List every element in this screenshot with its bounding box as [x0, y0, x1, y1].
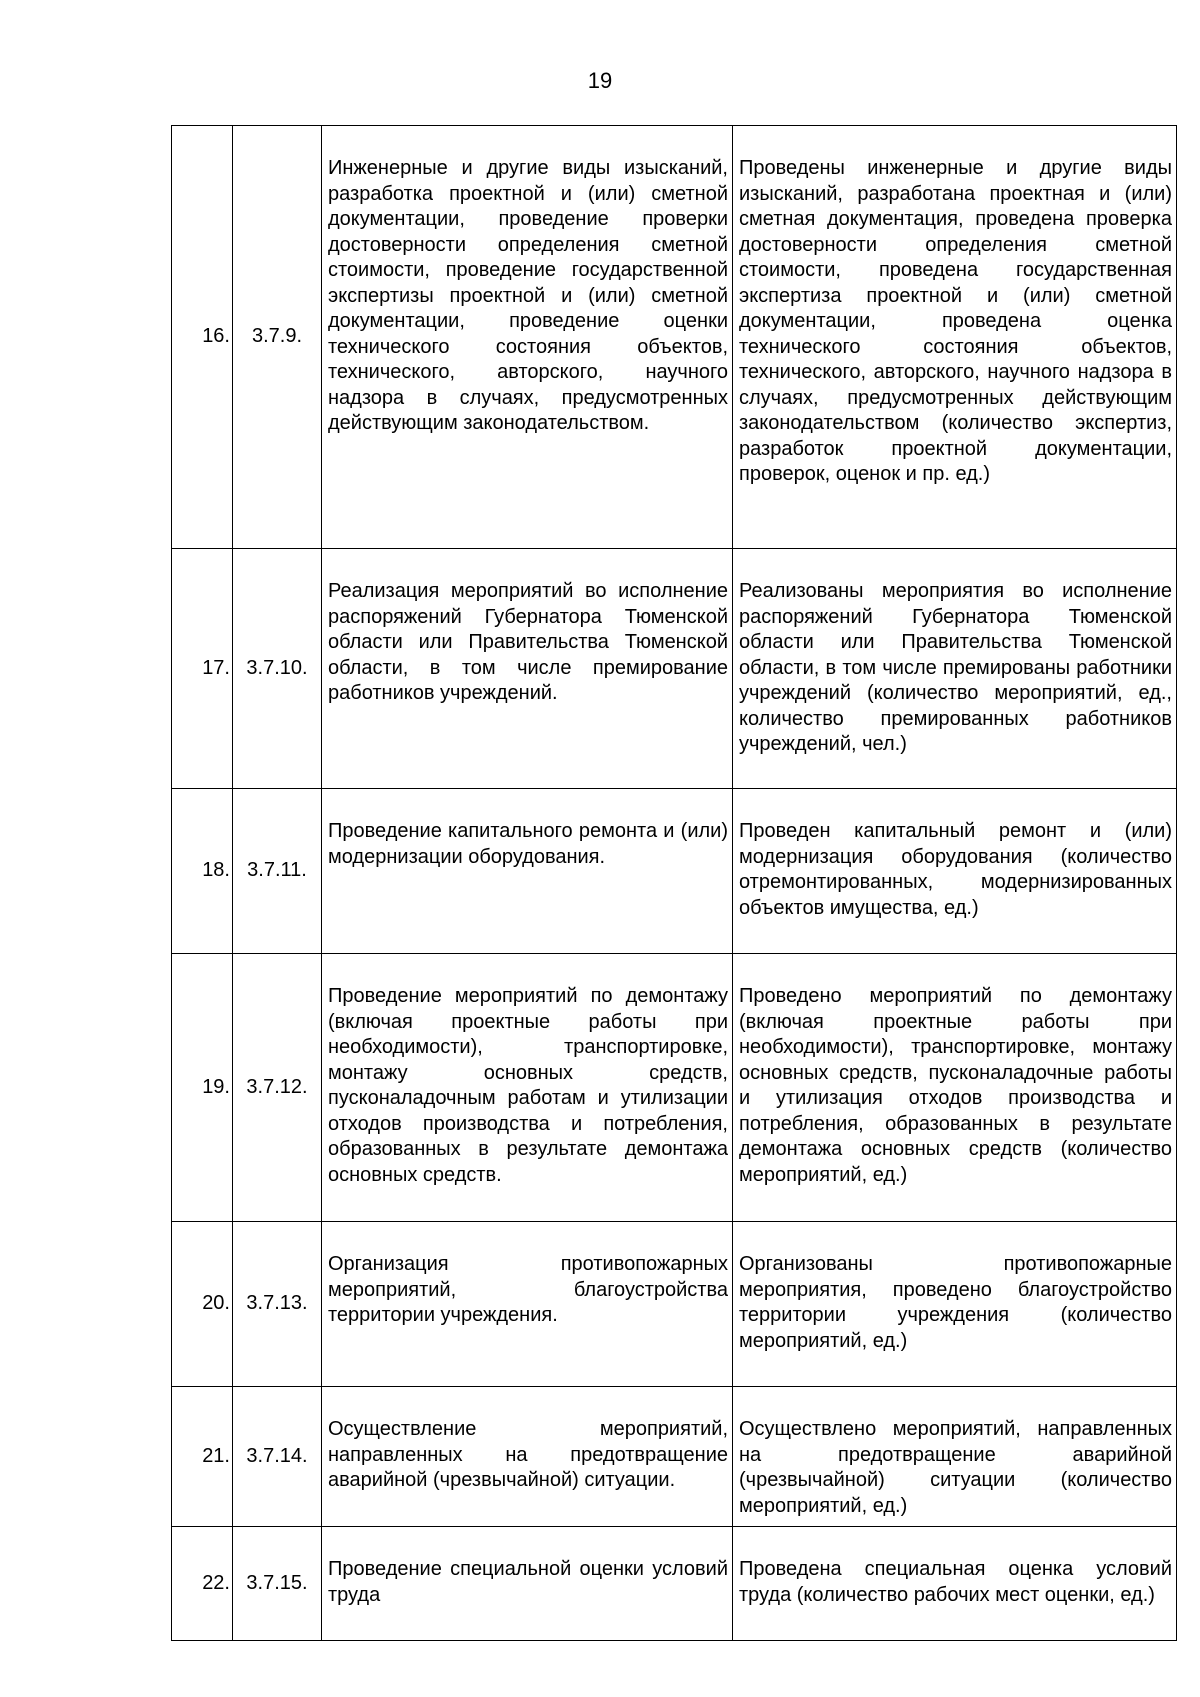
row-code: 3.7.15. [233, 1527, 322, 1641]
measures-table [171, 125, 1177, 1641]
row-code: 3.7.13. [233, 1222, 322, 1387]
row-number: 19. [172, 954, 233, 1222]
table-row [172, 549, 1177, 789]
row-code: 3.7.14. [233, 1387, 322, 1527]
row-result: Проведены инженерные и другие виды изысканий, разработана проектная и (или) сметная документация, проведена проверка достоверности определения сметной стоимости, проведена государственная экспертиза проектной и (или) сметной документации, проведена оценка технического состояния объектов, технического, авторского, научного надзора в случаях, предусмотренных действующим законодательством (количество экспертиз, разработок проектной документации, проверок, оценок и пр. ед.) [733, 126, 1177, 549]
row-result: Проведена специальная оценка условий труда (количество рабочих мест оценки, ед.) [733, 1527, 1177, 1641]
row-description: Проведение специальной оценки условий труда [322, 1527, 733, 1641]
table-row [172, 954, 1177, 1222]
row-result: Осуществлено мероприятий, направленных на предотвращение аварийной (чрезвычайной) ситуации (количество мероприятий, ед.) [733, 1387, 1177, 1527]
row-description: Проведение мероприятий по демонтажу (включая проектные работы при необходимости), транспортировке, монтажу основных средств, пусконаладочным работам и утилизации отходов производства и потребления, образованных в результате демонтажа основных средств. [322, 954, 733, 1222]
row-number: 17. [172, 549, 233, 789]
row-description: Реализация мероприятий во исполнение распоряжений Губернатора Тюменской области или Правительства Тюменской области, в том числе премирование работников учреждений. [322, 549, 733, 789]
row-code: 3.7.9. [233, 126, 322, 549]
row-code: 3.7.11. [233, 789, 322, 954]
row-result: Организованы противопожарные мероприятия, проведено благоустройство территории учреждения (количество мероприятий, ед.) [733, 1222, 1177, 1387]
row-result: Реализованы мероприятия во исполнение распоряжений Губернатора Тюменской области или Правительства Тюменской области, в том числе премированы работники учреждений (количество мероприятий, ед., количество премированных работников учреждений, чел.) [733, 549, 1177, 789]
row-number: 22. [172, 1527, 233, 1641]
row-number: 16. [172, 126, 233, 549]
table-row [172, 126, 1177, 549]
table-row [172, 1387, 1177, 1527]
row-result: Проведен капитальный ремонт и (или) модернизация оборудования (количество отремонтированных, модернизированных объектов имущества, ед.) [733, 789, 1177, 954]
row-number: 21. [172, 1387, 233, 1527]
page-number: 19 [587, 68, 613, 93]
table-row [172, 789, 1177, 954]
row-description: Проведение капитального ремонта и (или) модернизации оборудования. [322, 789, 733, 954]
table-row [172, 1222, 1177, 1387]
table-row [172, 1527, 1177, 1641]
row-description: Осуществление мероприятий, направленных на предотвращение аварийной (чрезвычайной) ситуации. [322, 1387, 733, 1527]
row-number: 18. [172, 789, 233, 954]
row-result: Проведено мероприятий по демонтажу (включая проектные работы при необходимости), транспортировке, монтажу основных средств, пусконаладочные работы и утилизация отходов производства и потребления, образованных в результате демонтажа основных средств (количество мероприятий, ед.) [733, 954, 1177, 1222]
row-description: Организация противопожарных мероприятий, благоустройства территории учреждения. [322, 1222, 733, 1387]
row-code: 3.7.10. [233, 549, 322, 789]
row-code: 3.7.12. [233, 954, 322, 1222]
row-number: 20. [172, 1222, 233, 1387]
row-description: Инженерные и другие виды изысканий, разработка проектной и (или) сметной документации, проведение проверки достоверности определения сметной стоимости, проведение государственной экспертизы проектной и (или) сметной документации, проведение оценки технического состояния объектов, технического, авторского, научного надзора в случаях, предусмотренных действующим законодательством. [322, 126, 733, 549]
